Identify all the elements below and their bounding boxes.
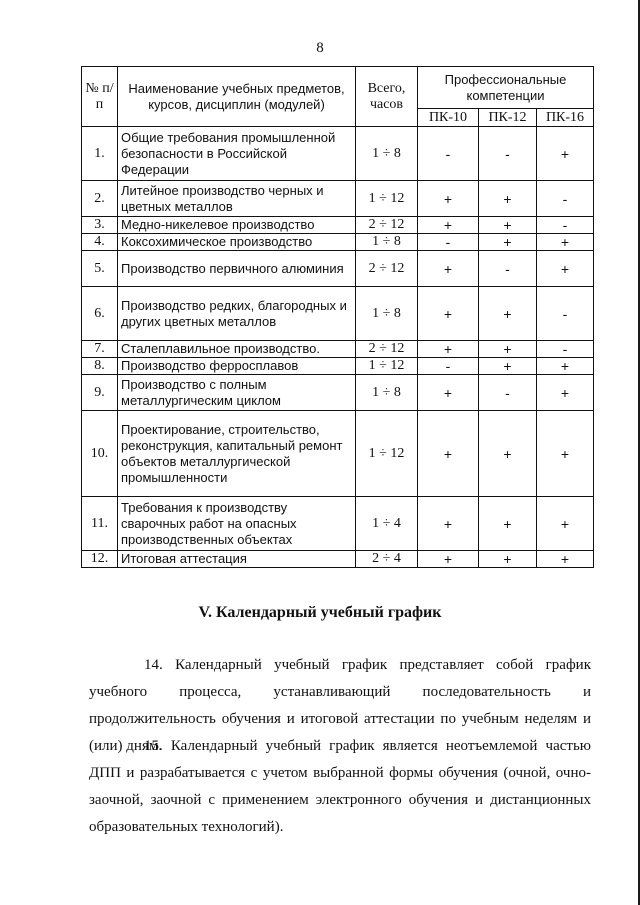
- row-number: 3.: [82, 217, 118, 234]
- row-pk16: +: [537, 375, 594, 411]
- table-row: [82, 234, 594, 251]
- table-row: [82, 358, 594, 375]
- row-number: 9.: [82, 375, 118, 411]
- header-num: № п/п: [82, 67, 118, 127]
- row-pk16: +: [537, 127, 594, 181]
- row-pk10: -: [418, 127, 479, 181]
- row-number: 4.: [82, 234, 118, 251]
- row-hours: 1 ÷ 8: [356, 127, 418, 181]
- row-pk12: +: [479, 181, 537, 217]
- row-pk16: -: [537, 287, 594, 341]
- header-competencies: Профессиональные компетенции: [418, 67, 594, 109]
- row-subject: Проектирование, строительство, реконструкция, капитальный ремонт объектов металлургической промышленности: [118, 411, 356, 497]
- table-row: [82, 375, 594, 411]
- row-pk12: -: [479, 251, 537, 287]
- row-hours: 1 ÷ 8: [356, 234, 418, 251]
- row-pk16: +: [537, 234, 594, 251]
- row-number: 1.: [82, 127, 118, 181]
- row-pk16: +: [537, 411, 594, 497]
- section-title: V. Календарный учебный график: [198, 604, 442, 621]
- row-pk10: -: [418, 234, 479, 251]
- table-row: [82, 497, 594, 551]
- row-number: 5.: [82, 251, 118, 287]
- row-subject: Производство ферросплавов: [118, 358, 356, 375]
- table-row: [82, 341, 594, 358]
- table-row: [82, 411, 594, 497]
- row-pk10: +: [418, 341, 479, 358]
- row-pk16: -: [537, 341, 594, 358]
- row-number: 6.: [82, 287, 118, 341]
- row-subject: Производство первичного алюминия: [118, 251, 356, 287]
- row-subject: Коксохимическое производство: [118, 234, 356, 251]
- table-row: [82, 217, 594, 234]
- row-pk12: -: [479, 375, 537, 411]
- row-pk12: -: [479, 127, 537, 181]
- row-pk16: +: [537, 497, 594, 551]
- header-subject: Наименование учебных предметов, курсов, дисциплин (модулей): [118, 67, 356, 127]
- table-row: [82, 181, 594, 217]
- row-pk12: +: [479, 358, 537, 375]
- row-number: 2.: [82, 181, 118, 217]
- row-number: 8.: [82, 358, 118, 375]
- row-pk10: +: [418, 217, 479, 234]
- row-subject: Общие требования промышленной безопасности в Российской Федерации: [118, 127, 356, 181]
- row-number: 12.: [82, 551, 118, 568]
- row-pk10: +: [418, 251, 479, 287]
- row-hours: 1 ÷ 8: [356, 375, 418, 411]
- row-pk12: +: [479, 341, 537, 358]
- row-pk12: +: [479, 234, 537, 251]
- row-pk16: -: [537, 217, 594, 234]
- row-hours: 2 ÷ 4: [356, 551, 418, 568]
- row-pk16: +: [537, 251, 594, 287]
- row-subject: Требования к производству сварочных работ на опасных производственных объектах: [118, 497, 356, 551]
- row-hours: 1 ÷ 8: [356, 287, 418, 341]
- page-number: 8: [316, 40, 324, 56]
- row-pk12: +: [479, 497, 537, 551]
- row-hours: 2 ÷ 12: [356, 341, 418, 358]
- row-pk10: +: [418, 411, 479, 497]
- row-number: 10.: [82, 411, 118, 497]
- row-pk10: +: [418, 551, 479, 568]
- row-pk10: +: [418, 181, 479, 217]
- row-number: 11.: [82, 497, 118, 551]
- row-pk12: +: [479, 287, 537, 341]
- row-hours: 2 ÷ 12: [356, 217, 418, 234]
- header-pk16: ПК-16: [537, 109, 594, 127]
- table-row: [82, 287, 594, 341]
- row-hours: 1 ÷ 12: [356, 181, 418, 217]
- header-hours: Всего, часов: [356, 67, 418, 127]
- table-row: [82, 251, 594, 287]
- row-number: 7.: [82, 341, 118, 358]
- table-row: [82, 551, 594, 568]
- row-hours: 1 ÷ 12: [356, 411, 418, 497]
- row-subject: Итоговая аттестация: [118, 551, 356, 568]
- row-subject: Литейное производство черных и цветных металлов: [118, 181, 356, 217]
- row-subject: Медно-никелевое производство: [118, 217, 356, 234]
- row-pk10: +: [418, 287, 479, 341]
- row-pk16: +: [537, 358, 594, 375]
- row-pk12: +: [479, 411, 537, 497]
- paragraph-14: 14. Календарный учебный график представляет собой график учебного процесса, устанавливающий последовательность и продолжительность обучения и итоговой аттестации по учебным неделям и (или) дням.: [89, 657, 591, 754]
- row-pk10: +: [418, 497, 479, 551]
- row-pk12: +: [479, 551, 537, 568]
- curriculum-table: [81, 66, 594, 568]
- row-pk12: +: [479, 217, 537, 234]
- header-pk10: ПК-10: [418, 109, 479, 127]
- header-pk12: ПК-12: [479, 109, 537, 127]
- row-subject: Производство редких, благородных и других цветных металлов: [118, 287, 356, 341]
- paragraph-15: 15. Календарный учебный график является неотъемлемой частью ДПП и разрабатывается с учетом выбранной формы обучения (очной, очно-заочной, заочной с применением электронного обучения и дистанционных образовательных технологий).: [89, 738, 591, 835]
- row-hours: 2 ÷ 12: [356, 251, 418, 287]
- row-hours: 1 ÷ 4: [356, 497, 418, 551]
- row-subject: Сталеплавильное производство.: [118, 341, 356, 358]
- row-pk16: -: [537, 181, 594, 217]
- row-pk10: -: [418, 358, 479, 375]
- row-pk10: +: [418, 375, 479, 411]
- row-pk16: +: [537, 551, 594, 568]
- table-row: [82, 127, 594, 181]
- row-hours: 1 ÷ 12: [356, 358, 418, 375]
- row-subject: Производство с полным металлургическим циклом: [118, 375, 356, 411]
